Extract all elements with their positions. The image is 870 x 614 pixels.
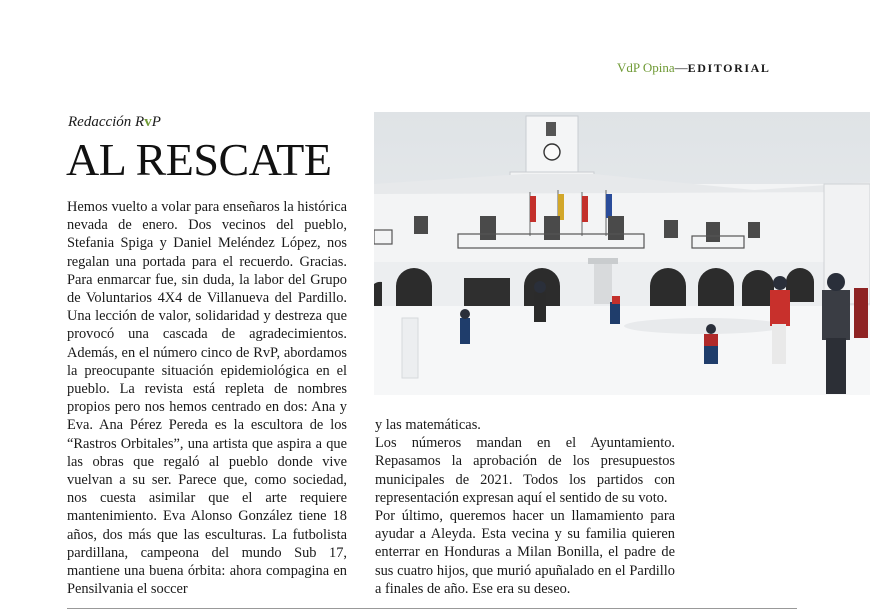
byline-accent: v <box>144 114 152 130</box>
paragraph-appeal: Por último, queremos hacer un llamamiento para ayudar a Aleyda. Esta vecina y su familia quieren enterrar en Honduras a Milan Bonilla, el padre de sus cuatro hijos, que murió apuñalado en el Pardillo a finales de año. Ese era su deseo. <box>375 508 675 597</box>
section-label: EDITORIAL <box>687 61 771 75</box>
paragraph-continuation: y las matemáticas. <box>375 417 481 433</box>
article-column-2 <box>375 416 675 598</box>
headline: AL RESCATE <box>66 134 332 185</box>
article-column-1: Hemos vuelto a volar para enseñaros la histórica nevada de enero. Dos vecinos del pueblo, Stefania Spiga y Daniel Meléndez López, nos regalan una portada para el recuerdo. Gracias. Para enmarcar fue, sin duda, la labor del Grupo de Voluntarios 4X4 de Villanueva del Pardillo. Una lección de valor, solidaridad y destreza que provocó una cascada de agradecimientos. Además, en el número cinco de RvP, abordamos la preocupante situación epidemiológica en el pueblo. La revista está repleta de nombres propios pero nos hemos centrado en dos: Ana y Eva. Ana Pérez Pereda es la escultora de los “Rastros Orbitales”, una artista que aspira a que las obras que regaló al pueblo donde vive vuelvan a su ser. Parece que, como sociedad, nos cuesta asimilar que el arte requiere mantenimiento. Eva Alonso González tiene 18 años, dos más que las esculturas. La futbolista pardillana, campeona del mundo Sub 17, mantiene una buena órbita: ahora compagina en Pensilvania el soccer <box>67 199 347 598</box>
paragraph-budget: Los números mandan en el Ayuntamiento. Repasamos la aprobación de los presupuestos municipales de 2021. Todos los partidos con representación expresan aquí el sentido de su voto. <box>375 435 675 506</box>
byline-prefix: Redacción R <box>68 114 145 130</box>
section-name: VdP Opina <box>617 60 675 75</box>
byline-suffix: P <box>151 114 161 130</box>
section-header <box>617 60 771 76</box>
town-hall-snow-photo <box>374 112 870 395</box>
byline <box>68 114 161 131</box>
bottom-divider <box>67 608 797 609</box>
header-dash: — <box>674 60 688 75</box>
